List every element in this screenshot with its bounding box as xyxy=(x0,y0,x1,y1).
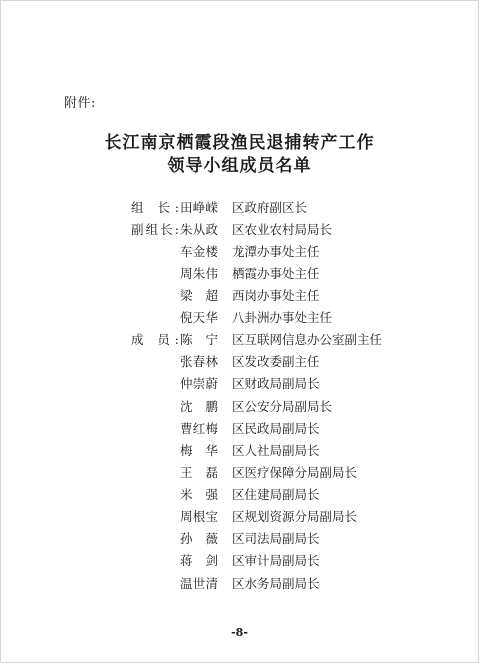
member-position: 区民政局副局长 xyxy=(232,421,320,436)
member-name: 梁 超 xyxy=(180,288,218,303)
member-name: 陈 宁 xyxy=(180,332,218,347)
member-name: 田峥嵘 xyxy=(180,200,218,215)
member-position: 区住建局副局长 xyxy=(232,487,320,502)
member-name: 朱从政 xyxy=(180,222,218,237)
member-position: 区财政局副局长 xyxy=(232,376,320,391)
member-name: 沈 鹏 xyxy=(180,399,218,414)
document-title-line-2: 领导小组成员名单 xyxy=(167,156,312,176)
member-position: 区政府副区长 xyxy=(232,200,308,215)
member-role: 副组长: xyxy=(131,222,179,237)
member-name: 王 磊 xyxy=(180,465,218,480)
member-position: 区农业农村局局长 xyxy=(232,222,333,237)
member-name: 周朱伟 xyxy=(180,266,218,281)
member-position: 八卦洲办事处主任 xyxy=(232,310,333,325)
member-name: 周根宝 xyxy=(180,509,218,524)
member-name: 梅 华 xyxy=(180,443,218,458)
member-position: 西岗办事处主任 xyxy=(232,288,320,303)
member-role: 成 员: xyxy=(131,332,179,347)
member-position: 区水务局副局长 xyxy=(232,576,320,591)
member-role: 组 长: xyxy=(131,200,179,215)
member-name: 米 强 xyxy=(180,487,218,502)
member-name: 张春林 xyxy=(180,354,218,369)
member-position: 区司法局副局长 xyxy=(232,531,320,546)
member-name: 倪天华 xyxy=(180,310,218,325)
member-position: 龙潭办事处主任 xyxy=(232,244,320,259)
member-name: 温世清 xyxy=(180,576,218,591)
document-title-line-1: 长江南京栖霞段渔民退捕转产工作 xyxy=(104,133,375,153)
member-position: 区医疗保障分局副局长 xyxy=(232,465,358,480)
member-position: 区人社局副局长 xyxy=(232,443,320,458)
member-name: 蒋 剑 xyxy=(180,553,218,568)
member-name: 车金楼 xyxy=(180,244,218,259)
member-position: 区公安分局副局长 xyxy=(232,399,333,414)
attachment-label: 附件: xyxy=(64,96,96,111)
member-name: 曹红梅 xyxy=(180,421,218,436)
page-number: -8- xyxy=(231,626,248,639)
member-position: 区审计局副局长 xyxy=(232,553,320,568)
member-position: 区规划资源分局副局长 xyxy=(232,509,358,524)
member-position: 栖霞办事处主任 xyxy=(232,266,320,281)
member-position: 区发改委副主任 xyxy=(232,354,320,369)
member-name: 孙 薇 xyxy=(180,531,218,546)
member-position: 区互联网信息办公室副主任 xyxy=(232,332,383,347)
member-name: 仲崇蔚 xyxy=(180,376,218,391)
